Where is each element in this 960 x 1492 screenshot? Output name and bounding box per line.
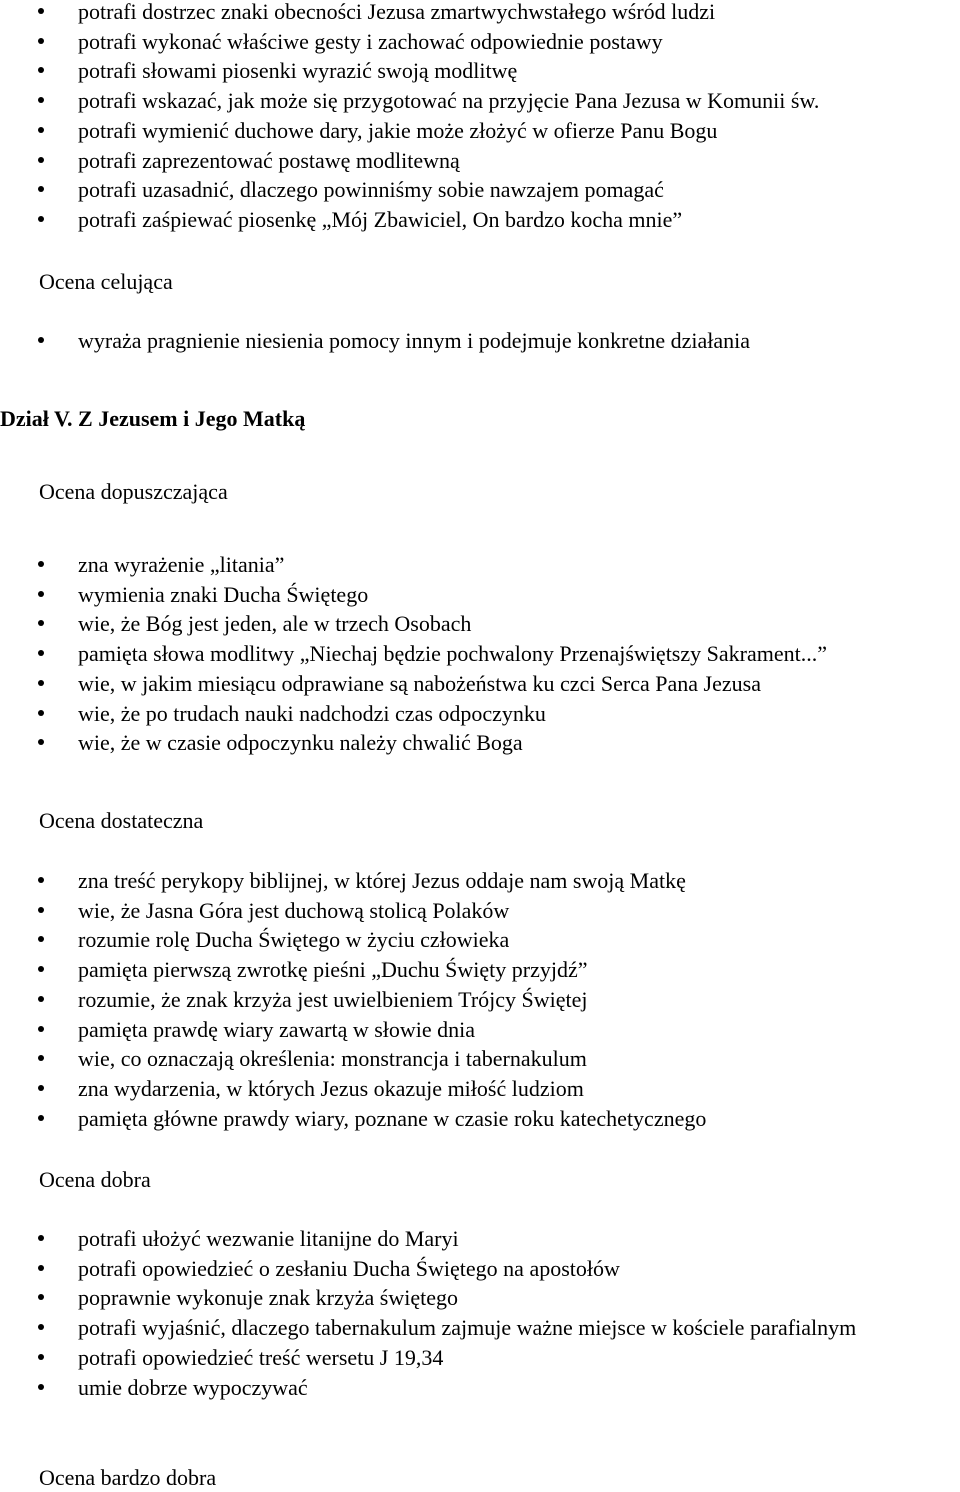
bullet-icon [38,966,44,972]
bullet-icon [38,650,44,656]
bullet-icon [38,38,44,44]
list-dopuszczajaca [0,550,960,758]
bullet-icon [38,1085,44,1091]
list-top [0,0,960,235]
bullet-icon [38,186,44,192]
list-item: potrafi słowami piosenki wyrazić swoją modlitwę [0,56,960,86]
list-item: zna treść perykopy biblijnej, w której Jezus oddaje nam swoją Matkę [0,866,960,896]
bullet-icon [38,1026,44,1032]
list-item: potrafi dostrzec znaki obecności Jezusa zmartwychwstałego wśród ludzi [0,0,960,27]
bullet-icon [38,710,44,716]
list-item: pamięta słowa modlitwy „Niechaj będzie pochwalony Przenajświętszy Sakrament...” [0,639,960,669]
list-item: pamięta prawdę wiary zawartą w słowie dnia [0,1015,960,1045]
bullet-icon [38,1354,44,1360]
list-item: wie, co oznaczają określenia: monstrancja i tabernakulum [0,1044,960,1074]
bullet-icon [38,996,44,1002]
bullet-icon [38,1055,44,1061]
list-item: potrafi zaprezentować postawę modlitewną [0,146,960,176]
grade-heading-celujaca: Ocena celująca [39,269,173,294]
grade-heading-dostateczna: Ocena dostateczna [39,808,204,833]
bullet-icon [38,1294,44,1300]
list-item: potrafi wymienić duchowe dary, jakie może złożyć w ofierze Panu Bogu [0,116,960,146]
list-item: pamięta główne prawdy wiary, poznane w czasie roku katechetycznego [0,1104,960,1134]
list-item: potrafi wyjaśnić, dlaczego tabernakulum zajmuje ważne miejsce w kościele parafialnym [0,1313,960,1343]
bullet-icon [38,936,44,942]
bullet-icon [38,620,44,626]
bullet-icon [38,1384,44,1390]
bullet-icon [38,680,44,686]
list-dostateczna [0,866,960,1133]
bullet-icon [38,1265,44,1271]
list-item: potrafi opowiedzieć treść wersetu J 19,34 [0,1343,960,1373]
list-item: potrafi uzasadnić, dlaczego powinniśmy sobie nawzajem pomagać [0,175,960,205]
bullet-icon [38,739,44,745]
list-item: potrafi zaśpiewać piosenkę „Mój Zbawiciel, On bardzo kocha mnie” [0,205,960,235]
list-item: wie, że w czasie odpoczynku należy chwalić Boga [0,728,960,758]
list-item: zna wydarzenia, w których Jezus okazuje miłość ludziom [0,1074,960,1104]
list-item: rozumie, że znak krzyża jest uwielbieniem Trójcy Świętej [0,985,960,1015]
bullet-icon [38,591,44,597]
grade-heading-dopuszczajaca: Ocena dopuszczająca [39,479,228,504]
bullet-icon [38,337,44,343]
list-item: wymienia znaki Ducha Świętego [0,580,960,610]
list-item: umie dobrze wypoczywać [0,1373,960,1403]
list-item: wie, że po trudach nauki nadchodzi czas odpoczynku [0,699,960,729]
bullet-icon [38,157,44,163]
list-item: pamięta pierwszą zwrotkę pieśni „Duchu Święty przyjdź” [0,955,960,985]
grade-heading-dobra: Ocena dobra [39,1167,151,1192]
list-item: wyraża pragnienie niesienia pomocy innym i podejmuje konkretne działania [0,326,960,356]
list-item: potrafi wykonać właściwe gesty i zachować odpowiednie postawy [0,27,960,57]
bullet-icon [38,216,44,222]
list-item: potrafi ułożyć wezwanie litanijne do Maryi [0,1224,960,1254]
list-item: rozumie rolę Ducha Świętego w życiu człowieka [0,925,960,955]
list-dobra [0,1224,960,1402]
bullet-icon [38,877,44,883]
bullet-icon [38,1115,44,1121]
list-item: wie, w jakim miesiącu odprawiane są nabożeństwa ku czci Serca Pana Jezusa [0,669,960,699]
bullet-icon [38,8,44,14]
grade-heading-bardzo-dobra: Ocena bardzo dobra [39,1465,217,1490]
bullet-icon [38,561,44,567]
section-title: Dział V. Z Jezusem i Jego Matką [0,406,306,431]
bullet-icon [38,97,44,103]
bullet-icon [38,907,44,913]
bullet-icon [38,67,44,73]
list-item: zna wyrażenie „litania” [0,550,960,580]
list-item: poprawnie wykonuje znak krzyża świętego [0,1283,960,1313]
list-celujaca [0,326,960,356]
list-item: potrafi wskazać, jak może się przygotować na przyjęcie Pana Jezusa w Komunii św. [0,86,960,116]
list-item: wie, że Bóg jest jeden, ale w trzech Osobach [0,609,960,639]
bullet-icon [38,1324,44,1330]
bullet-icon [38,127,44,133]
list-item: potrafi opowiedzieć o zesłaniu Ducha Świętego na apostołów [0,1254,960,1284]
list-item: wie, że Jasna Góra jest duchową stolicą Polaków [0,896,960,926]
bullet-icon [38,1235,44,1241]
